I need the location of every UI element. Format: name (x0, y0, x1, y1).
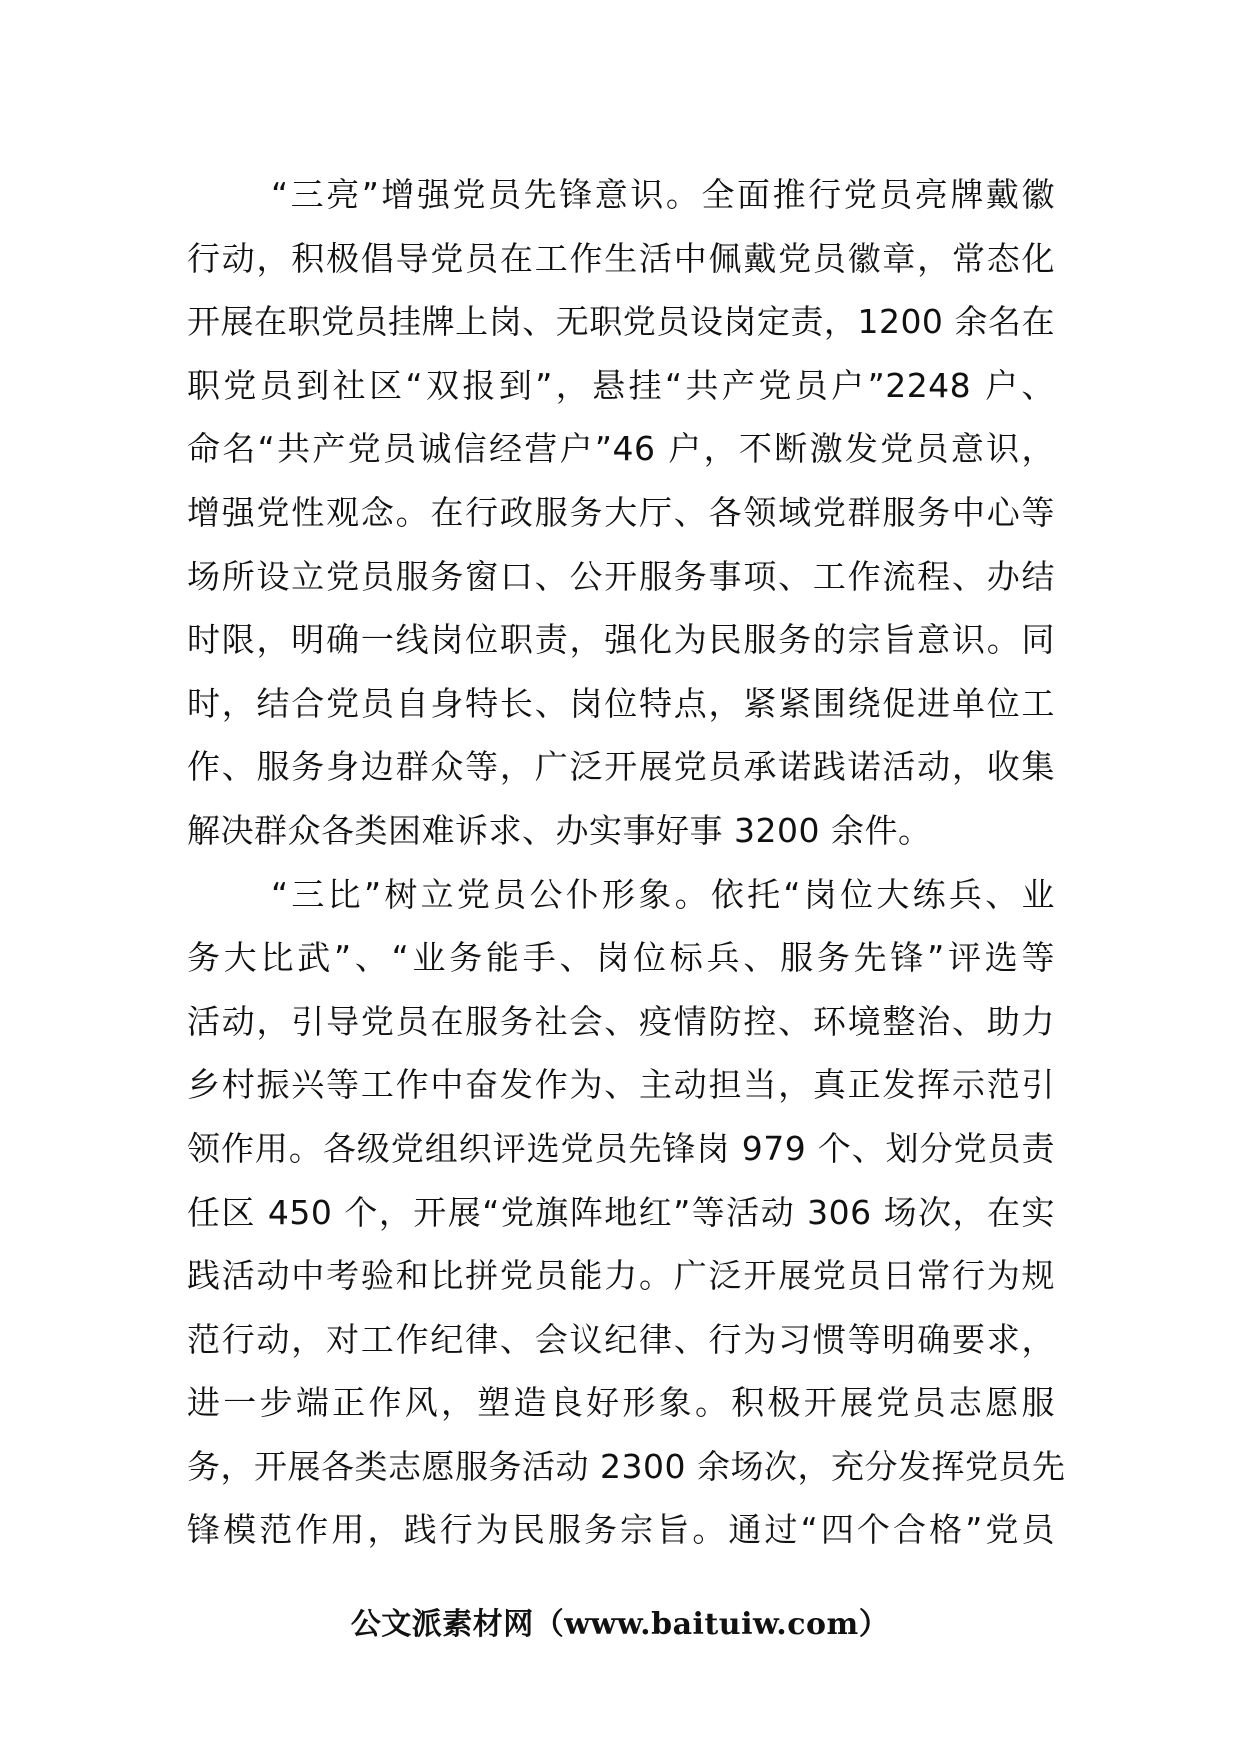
paragraph-san-bi (187, 863, 1066, 1563)
text-line: 践活动中考验和比拼党员能力。广泛开展党员日常行为规 (187, 1256, 1055, 1296)
text-line: 作、服务身边群众等，广泛开展党员承诺践诺活动，收集 (187, 747, 1055, 787)
text-line: “三比”树立党员公仆形象。依托“岗位大练兵、业 (271, 874, 1055, 914)
text-line: 务大比武”、“业务能手、岗位标兵、服务先锋”评选等 (187, 938, 1055, 978)
text-line: 领作用。各级党组织评选党员先锋岗 979 个、划分党员责 (187, 1128, 1055, 1168)
text-line: 锋模范作用，践行为民服务宗旨。通过“四个合格”党员 (187, 1510, 1055, 1550)
text-line: 解决群众各类困难诉求、办实事好事 3200 余件。 (187, 810, 932, 850)
text-line: 场所设立党员服务窗口、公开服务事项、工作流程、办结 (187, 556, 1055, 596)
text-line: 增强党性观念。在行政服务大厅、各领域党群服务中心等 (187, 492, 1055, 532)
text-line: 务，开展各类志愿服务活动 2300 余场次，充分发挥党员先 (187, 1446, 1066, 1486)
text-line: 乡村振兴等工作中奋发作为、主动担当，真正发挥示范引 (187, 1065, 1055, 1105)
text-line: 行动，积极倡导党员在工作生活中佩戴党员徽章，常态化 (187, 238, 1055, 278)
text-line: “三亮”增强党员先锋意识。全面推行党员亮牌戴徽 (271, 175, 1055, 214)
text-line: 范行动，对工作纪律、会议纪律、行为习惯等明确要求， (187, 1319, 1055, 1359)
text-line: 命名“共产党员诚信经营户”46 户，不断激发党员意识， (187, 429, 1055, 469)
text-line: 进一步端正作风，塑造良好形象。积极开展党员志愿服 (187, 1383, 1055, 1423)
text-line: 活动，引导党员在服务社会、疫情防控、环境整治、助力 (187, 1001, 1055, 1041)
document-body (187, 163, 1066, 1562)
text-line: 时，结合党员自身特长、岗位特点，紧紧围绕促进单位工 (187, 683, 1055, 723)
text-line: 时限，明确一线岗位职责，强化为民服务的宗旨意识。同 (187, 620, 1055, 660)
paragraph-san-liang (187, 163, 1055, 863)
text-line: 开展在职党员挂牌上岗、无职党员设岗定责，1200 余名在 (187, 302, 1055, 342)
text-line: 任区 450 个，开展“党旗阵地红”等活动 306 场次，在实 (187, 1192, 1055, 1232)
text-line: 职党员到社区“双报到”，悬挂“共产党员户”2248 户、 (187, 365, 1055, 405)
footer-watermark: 公文派素材网（www.baituiw.com） (350, 1607, 890, 1642)
